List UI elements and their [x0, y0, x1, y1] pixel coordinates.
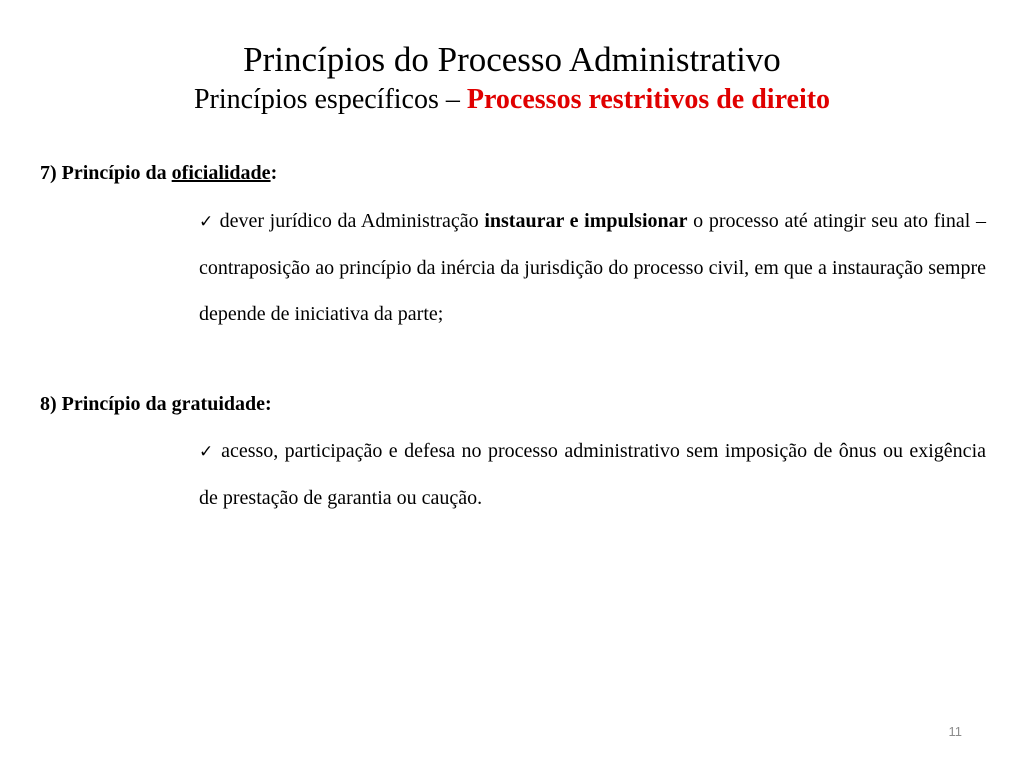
heading-underlined-term: oficialidade	[171, 162, 271, 184]
section-heading-gratuidade: 8) Princípio da gratuidade:	[40, 393, 272, 415]
bullet-text: acesso, participação e defesa no processo administrativo sem imposição de ônus ou exigência de prestação de garantia ou caução.	[199, 440, 986, 509]
subtitle-prefix: Princípios específicos –	[193, 84, 467, 115]
bullet-text-bold: instaurar e impulsionar	[484, 210, 688, 232]
bullet-text-before: dever jurídico da Administração	[219, 210, 485, 232]
heading-suffix: :	[270, 162, 278, 184]
heading-prefix: 7) Princípio da	[40, 162, 172, 184]
slide-subtitle	[0, 82, 1024, 118]
subtitle-accent: Processos restritivos de direito	[466, 84, 831, 115]
slide-title-block	[0, 38, 1024, 118]
check-icon: ✓	[199, 442, 215, 462]
page-number: 11	[948, 724, 962, 739]
section-heading-oficialidade	[40, 160, 277, 186]
slide-title: Princípios do Processo Administrativo	[243, 40, 781, 79]
check-icon: ✓	[199, 212, 214, 232]
bullet-gratuidade	[199, 428, 986, 521]
bullet-oficialidade	[199, 198, 986, 337]
bullet-text-after: o processo até atingir seu ato final – contraposição ao princípio da inércia da jurisdição do processo civil, em que a instauração sempre depende de iniciativa da parte;	[199, 210, 986, 325]
